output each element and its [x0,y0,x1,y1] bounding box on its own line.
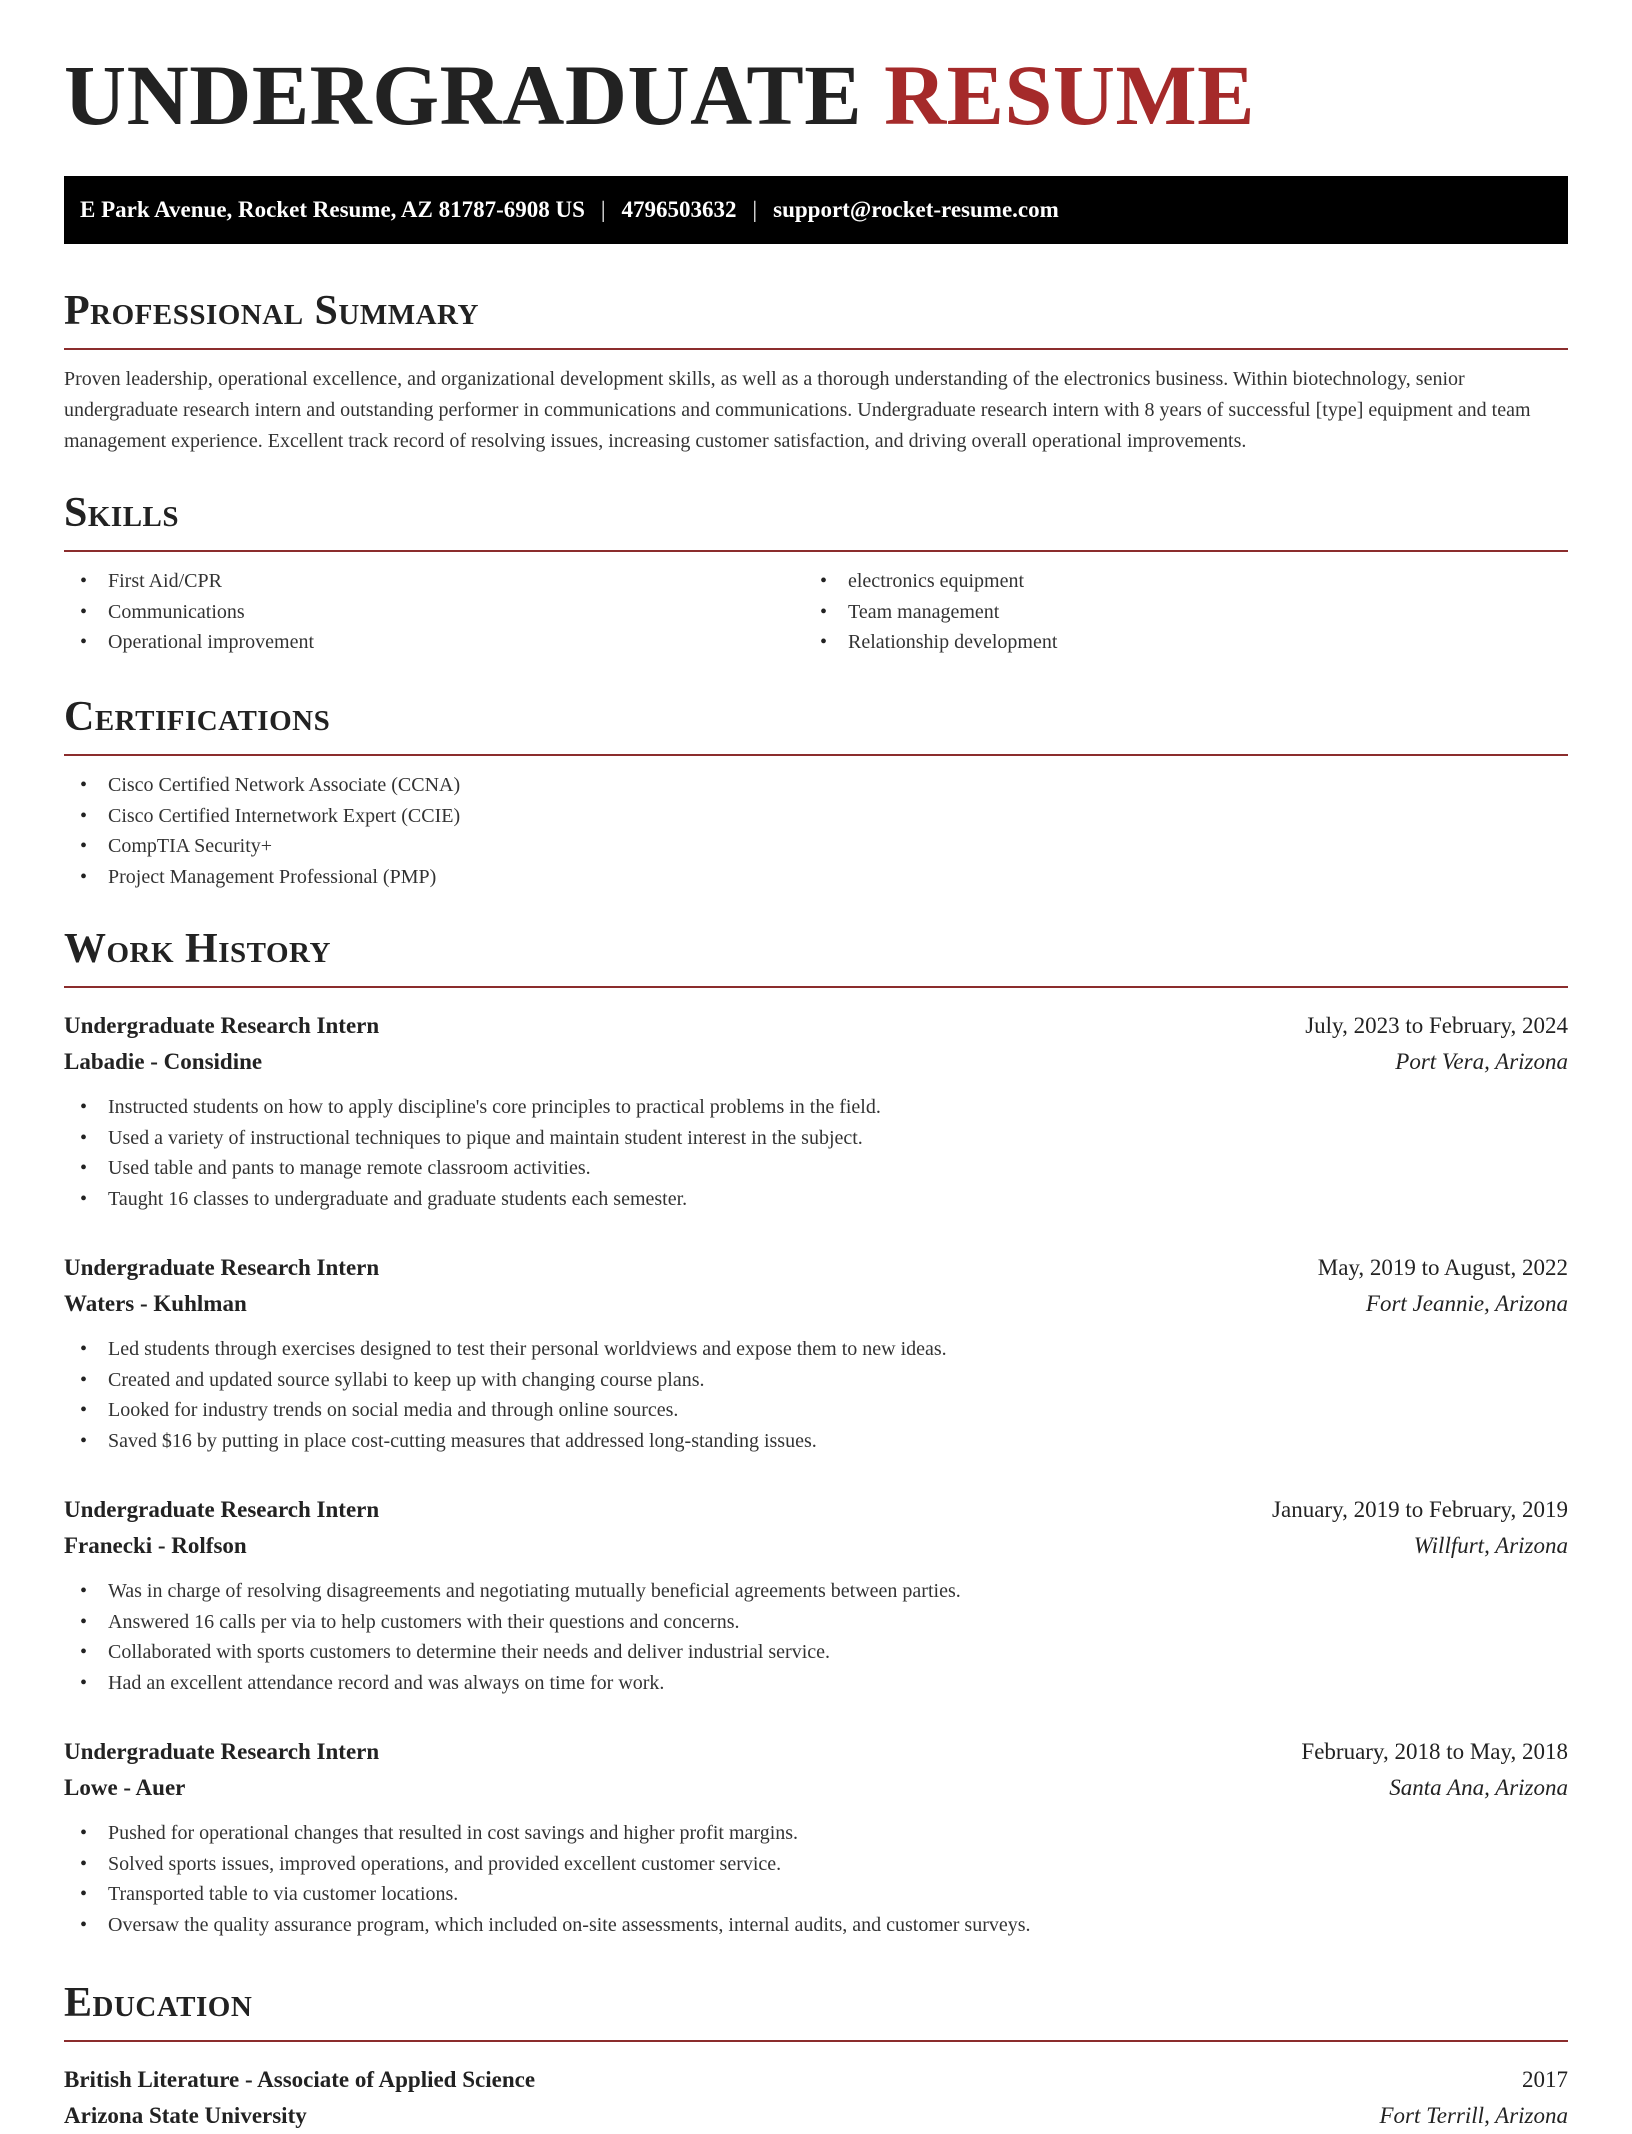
summary-text: Proven leadership, operational excellence, and organizational development skills, as well as a thorough understanding of the electronics business. Within biotechnology, senior undergraduate research intern and outstanding performer in communications and communications. Undergraduate research intern with 8 years of successful [type] equipment and team management experience. Excellent track record of resolving issues, increasing customer satisfaction, and driving overall operational improvements. [64,368,1531,452]
job-location: Santa Ana, Arizona [1389,1775,1568,1800]
education-degree: British Literature - Associate of Applied Science [64,2067,536,2092]
job-duty: • Created and updated source syllabi to keep up with changing course plans. [64,1365,1568,1396]
job-title: Undergraduate Research Intern [64,1255,380,1280]
education-location: Fort Terrill, Arizona [1379,2103,1568,2128]
job-duty: • Used a variety of instructional techniques to pique and maintain student interest in the subject. [64,1123,1568,1154]
certification-item: • Project Management Professional (PMP) [64,862,1568,893]
skill-item: • Team management [804,597,1544,628]
job-title: Undergraduate Research Intern [64,1013,380,1038]
job-title: Undergraduate Research Intern [64,1739,380,1764]
certifications-list [64,770,1568,892]
education-section [64,1982,1568,2134]
job-duty: • Led students through exercises designed to test their personal worldviews and expose them to new ideas. [64,1334,1568,1365]
skills-section [64,492,1568,658]
certifications-section [64,696,1568,892]
skill-item: • Communications [64,597,804,628]
work-history-section [64,928,1568,1940]
job-entry [64,1492,1568,1698]
job-location: Port Vera, Arizona [1395,1049,1568,1074]
section-heading-work-history: Work History [64,928,1568,988]
certification-item: • CompTIA Security+ [64,831,1568,862]
skill-item: • electronics equipment [804,566,1544,597]
job-duty: • Had an excellent attendance record and was always on time for work. [64,1668,1568,1699]
skill-item: • Operational improvement [64,627,804,658]
contact-bar [64,176,1568,244]
summary-section [64,290,1568,457]
job-dates: February, 2018 to May, 2018 [1301,1739,1568,1764]
job-duty: • Solved sports issues, improved operations, and provided excellent customer service. [64,1849,1568,1880]
job-duties [64,1092,1568,1214]
job-location: Fort Jeannie, Arizona [1365,1291,1568,1316]
certification-item: • Cisco Certified Internetwork Expert (CCIE) [64,801,1568,832]
job-duties [64,1576,1568,1698]
section-heading-skills: Skills [64,492,1568,552]
job-duties [64,1818,1568,1940]
section-heading-summary: Professional Summary [64,290,1568,350]
job-duty: • Answered 16 calls per via to help customers with their questions and concerns. [64,1607,1568,1638]
job-entry [64,1250,1568,1456]
job-dates: January, 2019 to February, 2019 [1272,1497,1568,1522]
skill-item: • Relationship development [804,627,1544,658]
job-duty: • Was in charge of resolving disagreements and negotiating mutually beneficial agreements between parties. [64,1576,1568,1607]
job-entry [64,1734,1568,1940]
education-year: 2017 [1522,2067,1568,2092]
resume-title [64,47,1255,143]
job-company: Labadie - Considine [64,1049,263,1074]
title-dark: UNDERGRADUATE [64,47,863,143]
contact-separator: | [752,197,758,222]
section-heading-education: Education [64,1982,1568,2042]
contact-address: E Park Avenue, Rocket Resume, AZ 81787-6908 US [80,197,585,222]
skills-list-right [804,566,1544,658]
education-entry [64,2062,1568,2134]
job-duty: • Collaborated with sports customers to determine their needs and deliver industrial service. [64,1637,1568,1668]
contact-email: support@rocket-resume.com [773,197,1059,222]
job-company: Lowe - Auer [64,1775,186,1800]
job-duty: • Taught 16 classes to undergraduate and graduate students each semester. [64,1184,1568,1215]
skill-item: • First Aid/CPR [64,566,804,597]
section-heading-certifications: Certifications [64,696,1568,756]
skills-columns [64,552,1568,658]
job-company: Waters - Kuhlman [64,1291,247,1316]
job-duty: • Pushed for operational changes that resulted in cost savings and higher profit margins. [64,1818,1568,1849]
title-accent: RESUME [884,47,1255,143]
job-duty: • Used table and pants to manage remote classroom activities. [64,1153,1568,1184]
job-dates: July, 2023 to February, 2024 [1305,1013,1568,1038]
job-duty: • Looked for industry trends on social media and through online sources. [64,1395,1568,1426]
job-duties [64,1334,1568,1456]
job-company: Franecki - Rolfson [64,1533,247,1558]
job-entry [64,1008,1568,1214]
job-duty: • Transported table to via customer locations. [64,1879,1568,1910]
job-duty: • Instructed students on how to apply discipline's core principles to practical problems in the field. [64,1092,1568,1123]
contact-separator: | [600,197,606,222]
job-duty: • Saved $16 by putting in place cost-cutting measures that addressed long-standing issues. [64,1426,1568,1457]
education-school: Arizona State University [64,2103,307,2128]
job-duty: • Oversaw the quality assurance program, which included on-site assessments, internal audits, and customer surveys. [64,1910,1568,1941]
certification-item: • Cisco Certified Network Associate (CCNA) [64,770,1568,801]
job-location: Willfurt, Arizona [1413,1533,1568,1558]
skills-list-left [64,566,804,658]
job-dates: May, 2019 to August, 2022 [1317,1255,1568,1280]
job-title: Undergraduate Research Intern [64,1497,380,1522]
contact-phone: 4796503632 [621,197,737,222]
